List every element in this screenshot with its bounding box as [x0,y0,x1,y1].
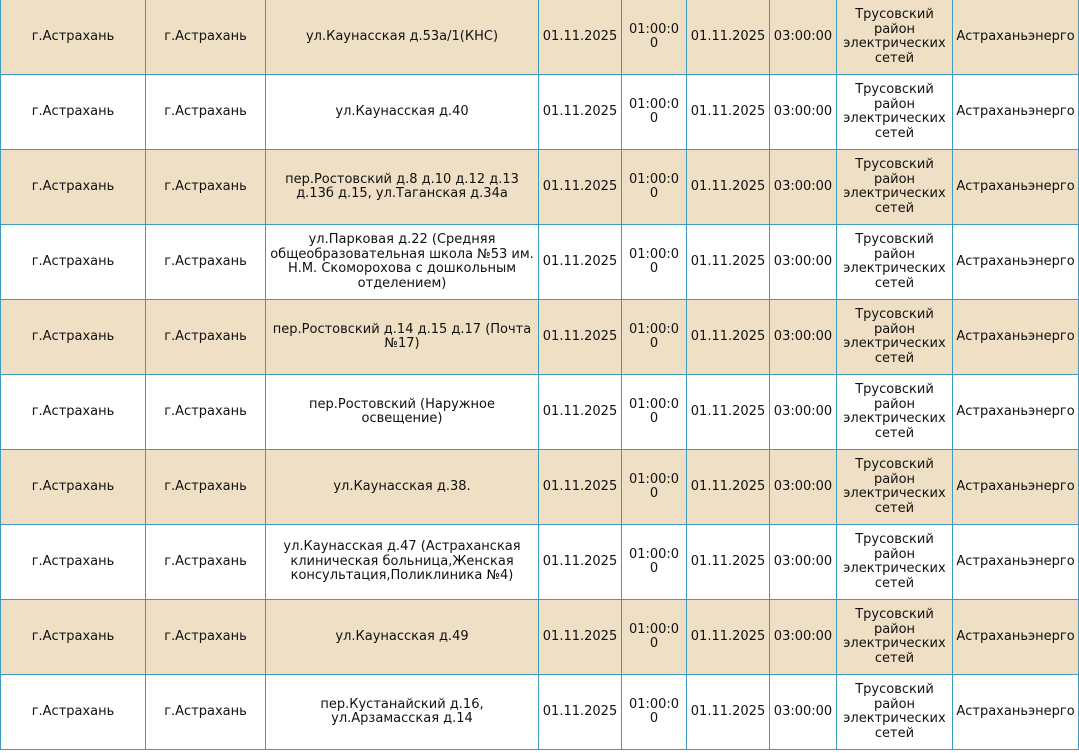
district-cell: Трусовский район электрических сетей [837,0,953,75]
address-cell: пер.Ростовский (Наружное освещение) [266,375,539,450]
city-cell: г.Астрахань [146,600,266,675]
start-date-cell: 01.11.2025 [539,525,622,600]
table-row [1,75,1079,150]
table-row [1,675,1079,750]
region-cell: г.Астрахань [1,75,146,150]
start-date-cell: 01.11.2025 [539,450,622,525]
company-cell: Астраханьэнерго [953,225,1079,300]
region-cell: г.Астрахань [1,675,146,750]
table-row [1,0,1079,75]
address-cell: пер.Ростовский д.14 д.15 д.17 (Почта №17) [266,300,539,375]
district-cell: Трусовский район электрических сетей [837,675,953,750]
end-date-cell: 01.11.2025 [687,525,770,600]
company-cell: Астраханьэнерго [953,0,1079,75]
region-cell: г.Астрахань [1,600,146,675]
table-row [1,600,1079,675]
address-cell: ул.Каунасская д.47 (Астраханская клиническая больница,Женская консультация,Поликлиника №4) [266,525,539,600]
start-time-cell: 01:00:00 [622,75,687,150]
start-date-cell: 01.11.2025 [539,75,622,150]
end-time-cell: 03:00:00 [770,150,837,225]
address-cell: ул.Каунасская д.49 [266,600,539,675]
start-time-cell: 01:00:00 [622,675,687,750]
start-date-cell: 01.11.2025 [539,150,622,225]
city-cell: г.Астрахань [146,450,266,525]
address-cell: пер.Кустанайский д.16, ул.Арзамасская д.14 [266,675,539,750]
end-date-cell: 01.11.2025 [687,75,770,150]
start-date-cell: 01.11.2025 [539,300,622,375]
end-time-cell: 03:00:00 [770,225,837,300]
start-time-cell: 01:00:00 [622,0,687,75]
start-date-cell: 01.11.2025 [539,675,622,750]
district-cell: Трусовский район электрических сетей [837,150,953,225]
end-date-cell: 01.11.2025 [687,0,770,75]
company-cell: Астраханьэнерго [953,525,1079,600]
city-cell: г.Астрахань [146,675,266,750]
address-cell: пер.Ростовский д.8 д.10 д.12 д.13 д.13б д.15, ул.Таганская д.34а [266,150,539,225]
end-date-cell: 01.11.2025 [687,300,770,375]
company-cell: Астраханьэнерго [953,450,1079,525]
company-cell: Астраханьэнерго [953,375,1079,450]
address-cell: ул.Каунасская д.38. [266,450,539,525]
table-row [1,450,1079,525]
city-cell: г.Астрахань [146,75,266,150]
start-date-cell: 01.11.2025 [539,600,622,675]
start-time-cell: 01:00:00 [622,375,687,450]
end-time-cell: 03:00:00 [770,75,837,150]
end-time-cell: 03:00:00 [770,300,837,375]
start-time-cell: 01:00:00 [622,150,687,225]
address-cell: ул.Парковая д.22 (Средняя общеобразовательная школа №53 им. Н.М. Скоморохова с дошкольным отделением) [266,225,539,300]
start-time-cell: 01:00:00 [622,600,687,675]
district-cell: Трусовский район электрических сетей [837,75,953,150]
company-cell: Астраханьэнерго [953,75,1079,150]
region-cell: г.Астрахань [1,300,146,375]
region-cell: г.Астрахань [1,450,146,525]
region-cell: г.Астрахань [1,150,146,225]
end-time-cell: 03:00:00 [770,525,837,600]
table-row [1,300,1079,375]
end-date-cell: 01.11.2025 [687,450,770,525]
start-date-cell: 01.11.2025 [539,225,622,300]
end-date-cell: 01.11.2025 [687,375,770,450]
district-cell: Трусовский район электрических сетей [837,225,953,300]
city-cell: г.Астрахань [146,375,266,450]
start-time-cell: 01:00:00 [622,300,687,375]
end-time-cell: 03:00:00 [770,450,837,525]
end-date-cell: 01.11.2025 [687,675,770,750]
end-date-cell: 01.11.2025 [687,150,770,225]
city-cell: г.Астрахань [146,225,266,300]
region-cell: г.Астрахань [1,525,146,600]
table-row [1,525,1079,600]
city-cell: г.Астрахань [146,0,266,75]
company-cell: Астраханьэнерго [953,300,1079,375]
table-row [1,225,1079,300]
district-cell: Трусовский район электрических сетей [837,600,953,675]
end-date-cell: 01.11.2025 [687,600,770,675]
end-time-cell: 03:00:00 [770,0,837,75]
start-time-cell: 01:00:00 [622,525,687,600]
district-cell: Трусовский район электрических сетей [837,525,953,600]
company-cell: Астраханьэнерго [953,150,1079,225]
city-cell: г.Астрахань [146,150,266,225]
address-cell: ул.Каунасская д.40 [266,75,539,150]
end-time-cell: 03:00:00 [770,600,837,675]
city-cell: г.Астрахань [146,300,266,375]
start-time-cell: 01:00:00 [622,225,687,300]
region-cell: г.Астрахань [1,225,146,300]
start-time-cell: 01:00:00 [622,450,687,525]
end-time-cell: 03:00:00 [770,675,837,750]
company-cell: Астраханьэнерго [953,675,1079,750]
start-date-cell: 01.11.2025 [539,375,622,450]
region-cell: г.Астрахань [1,375,146,450]
table-row [1,150,1079,225]
region-cell: г.Астрахань [1,0,146,75]
district-cell: Трусовский район электрических сетей [837,450,953,525]
city-cell: г.Астрахань [146,525,266,600]
end-time-cell: 03:00:00 [770,375,837,450]
table-row [1,375,1079,450]
start-date-cell: 01.11.2025 [539,0,622,75]
address-cell: ул.Каунасская д.53а/1(КНС) [266,0,539,75]
end-date-cell: 01.11.2025 [687,225,770,300]
district-cell: Трусовский район электрических сетей [837,375,953,450]
company-cell: Астраханьэнерго [953,600,1079,675]
district-cell: Трусовский район электрических сетей [837,300,953,375]
